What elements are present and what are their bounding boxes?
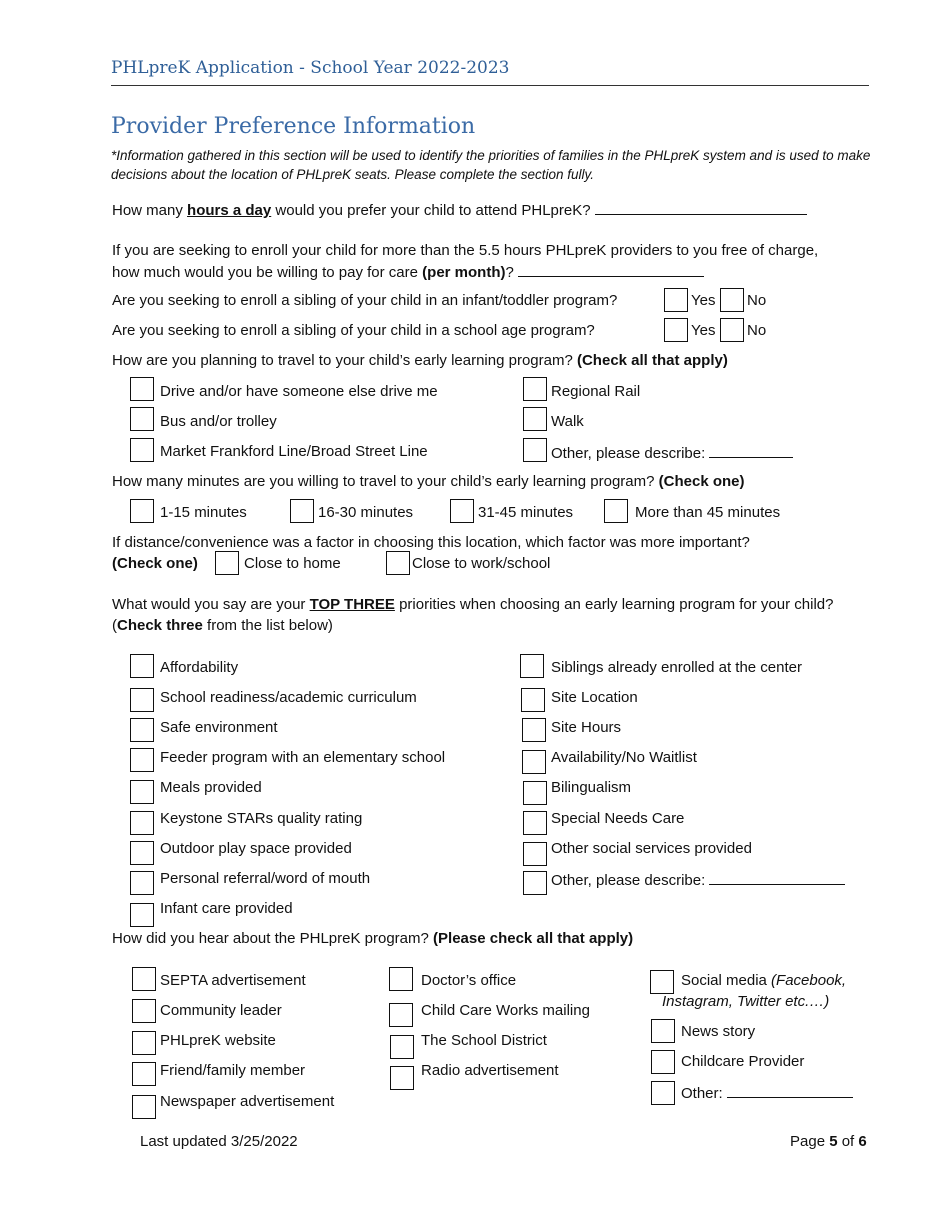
hear-childcare-provider-checkbox[interactable] [651, 1050, 675, 1074]
priority-meals-label: Meals provided [160, 779, 262, 796]
question-sibling-infant: Are you seeking to enroll a sibling of your child in an infant/toddler program? [112, 292, 618, 309]
priority-school-readiness-label: School readiness/academic curriculum [160, 689, 417, 706]
priority-meals-checkbox[interactable] [130, 780, 154, 804]
question-pay-line2: how much would you be willing to pay for care (per month)? [112, 261, 704, 283]
priority-affordability-label: Affordability [160, 659, 239, 676]
travel-subway-label: Market Frankford Line/Broad Street Line [160, 443, 428, 460]
travel-drive-label: Drive and/or have someone else drive me [160, 383, 438, 400]
question-hours: How many hours a day would you prefer your child to attend PHLpreK? [112, 199, 807, 221]
pay-answer-field[interactable] [518, 261, 704, 277]
hear-doctor-checkbox[interactable] [389, 967, 413, 991]
section-note: *Information gathered in this section will be used to identify the priorities of families in the PHLpreK system and is used to make decisions about the location of PHLpreK seats. Please complete the section fully. [111, 148, 871, 182]
hear-newspaper-checkbox[interactable] [132, 1095, 156, 1119]
priority-affordability-checkbox[interactable] [130, 654, 154, 678]
travel-bus-label: Bus and/or trolley [160, 413, 277, 430]
priority-feeder-program-checkbox[interactable] [130, 748, 154, 772]
question-priorities: What would you say are your TOP THREE priorities when choosing an early learning program for your child? [112, 596, 834, 613]
distance-work-label: Close to work/school [412, 555, 551, 572]
sibling-infant-yes-label: Yes [691, 292, 716, 309]
hear-radio-checkbox[interactable] [390, 1066, 414, 1090]
minutes-45-plus-checkbox[interactable] [604, 499, 628, 523]
priority-safe-environment-checkbox[interactable] [130, 718, 154, 742]
sibling-school-no-checkbox[interactable] [720, 318, 744, 342]
distance-hint: (Check one) [112, 555, 198, 572]
priority-keystone-label: Keystone STARs quality rating [160, 810, 363, 827]
sibling-school-yes-checkbox[interactable] [664, 318, 688, 342]
question-pay-line1: If you are seeking to enroll your child for more than the 5.5 hours PHLpreK providers to you free of charge, [112, 242, 819, 259]
priority-site-hours-label: Site Hours [551, 719, 622, 736]
priority-availability-checkbox[interactable] [522, 750, 546, 774]
hear-social-media-examples: Instagram, Twitter etc.…) [662, 993, 830, 1010]
footer-page-number: Page 5 of 6 [790, 1133, 867, 1150]
hear-community-leader-label: Community leader [160, 1002, 282, 1019]
priority-special-needs-checkbox[interactable] [523, 811, 547, 835]
question-travel: How are you planning to travel to your child’s early learning program? (Check all that apply) [112, 352, 728, 369]
sibling-school-yes-label: Yes [691, 322, 716, 339]
travel-regional-rail-label: Regional Rail [551, 383, 641, 400]
priority-infant-care-checkbox[interactable] [130, 903, 154, 927]
travel-subway-checkbox[interactable] [130, 438, 154, 462]
header-rule [111, 85, 869, 86]
question-priorities-line2: (Check three from the list below) [112, 617, 333, 634]
travel-bus-checkbox[interactable] [130, 407, 154, 431]
footer-last-updated: Last updated 3/25/2022 [140, 1133, 298, 1150]
hear-social-media-checkbox[interactable] [650, 970, 674, 994]
hear-ccw-mailing-label: Child Care Works mailing [421, 1002, 590, 1019]
hear-newspaper-label: Newspaper advertisement [160, 1093, 335, 1110]
priority-outdoor-label: Outdoor play space provided [160, 840, 352, 857]
travel-walk-checkbox[interactable] [523, 407, 547, 431]
priority-outdoor-checkbox[interactable] [130, 841, 154, 865]
hear-other-label: Other: [681, 1082, 853, 1104]
sibling-infant-yes-checkbox[interactable] [664, 288, 688, 312]
sibling-infant-no-checkbox[interactable] [720, 288, 744, 312]
header-title: PHLpreK Application - School Year 2022-2023 [111, 58, 510, 78]
priority-social-services-label: Other social services provided [551, 840, 752, 857]
travel-walk-label: Walk [551, 413, 584, 430]
question-hear: How did you hear about the PHLpreK program? (Please check all that apply) [112, 930, 634, 947]
hear-news-story-checkbox[interactable] [651, 1019, 675, 1043]
hear-community-leader-checkbox[interactable] [132, 999, 156, 1023]
hear-school-district-checkbox[interactable] [390, 1035, 414, 1059]
priority-other-checkbox[interactable] [523, 871, 547, 895]
priority-referral-label: Personal referral/word of mouth [160, 870, 371, 887]
sibling-infant-no-label: No [747, 292, 767, 309]
minutes-16-30-checkbox[interactable] [290, 499, 314, 523]
hear-school-district-label: The School District [421, 1032, 547, 1049]
hear-website-checkbox[interactable] [132, 1031, 156, 1055]
hours-answer-field[interactable] [595, 199, 807, 215]
hear-news-story-label: News story [681, 1023, 756, 1040]
question-sibling-school: Are you seeking to enroll a sibling of your child in a school age program? [112, 322, 595, 339]
priority-keystone-checkbox[interactable] [130, 811, 154, 835]
priority-feeder-program-label: Feeder program with an elementary school [160, 749, 446, 766]
question-distance: If distance/convenience was a factor in choosing this location, which factor was more important? [112, 534, 750, 551]
sibling-school-no-label: No [747, 322, 767, 339]
distance-home-checkbox[interactable] [215, 551, 239, 575]
minutes-1-15-checkbox[interactable] [130, 499, 154, 523]
minutes-31-45-checkbox[interactable] [450, 499, 474, 523]
section-title: Provider Preference Information [111, 114, 476, 139]
priority-special-needs-label: Special Needs Care [551, 810, 685, 827]
hear-radio-label: Radio advertisement [421, 1062, 559, 1079]
hear-childcare-provider-label: Childcare Provider [681, 1053, 805, 1070]
priority-site-location-checkbox[interactable] [521, 688, 545, 712]
distance-work-checkbox[interactable] [386, 551, 410, 575]
hear-other-field[interactable] [727, 1082, 853, 1098]
hear-social-media-label: Social media (Facebook, [681, 972, 847, 989]
hear-other-checkbox[interactable] [651, 1081, 675, 1105]
priority-other-field[interactable] [709, 869, 845, 885]
hear-friend-family-label: Friend/family member [160, 1062, 306, 1079]
minutes-45-plus-label: More than 45 minutes [635, 504, 781, 521]
distance-home-label: Close to home [244, 555, 341, 572]
priority-site-location-label: Site Location [551, 689, 638, 706]
travel-other-checkbox[interactable] [523, 438, 547, 462]
hear-website-label: PHLpreK website [160, 1032, 276, 1049]
priority-site-hours-checkbox[interactable] [522, 718, 546, 742]
priority-bilingualism-label: Bilingualism [551, 779, 632, 796]
priority-referral-checkbox[interactable] [130, 871, 154, 895]
hear-septa-checkbox[interactable] [132, 967, 156, 991]
priority-other-label: Other, please describe: [551, 869, 845, 891]
travel-other-label: Other, please describe: [551, 442, 793, 464]
question-minutes: How many minutes are you willing to travel to your child’s early learning program? (Check one) [112, 473, 745, 490]
travel-drive-checkbox[interactable] [130, 377, 154, 401]
travel-regional-rail-checkbox[interactable] [523, 377, 547, 401]
priority-social-services-checkbox[interactable] [523, 842, 547, 866]
priority-availability-label: Availability/No Waitlist [551, 749, 697, 766]
priority-school-readiness-checkbox[interactable] [130, 688, 154, 712]
priority-siblings-checkbox[interactable] [520, 654, 544, 678]
hear-friend-family-checkbox[interactable] [132, 1062, 156, 1086]
priority-safe-environment-label: Safe environment [160, 719, 278, 736]
minutes-16-30-label: 16-30 minutes [318, 504, 414, 521]
priority-infant-care-label: Infant care provided [160, 900, 293, 917]
hear-ccw-mailing-checkbox[interactable] [389, 1003, 413, 1027]
travel-other-field[interactable] [709, 442, 793, 458]
priority-bilingualism-checkbox[interactable] [523, 781, 547, 805]
hear-doctor-label: Doctor’s office [421, 972, 517, 989]
minutes-1-15-label: 1-15 minutes [160, 504, 247, 521]
priority-siblings-label: Siblings already enrolled at the center [551, 659, 802, 676]
hear-septa-label: SEPTA advertisement [160, 972, 306, 989]
minutes-31-45-label: 31-45 minutes [478, 504, 574, 521]
